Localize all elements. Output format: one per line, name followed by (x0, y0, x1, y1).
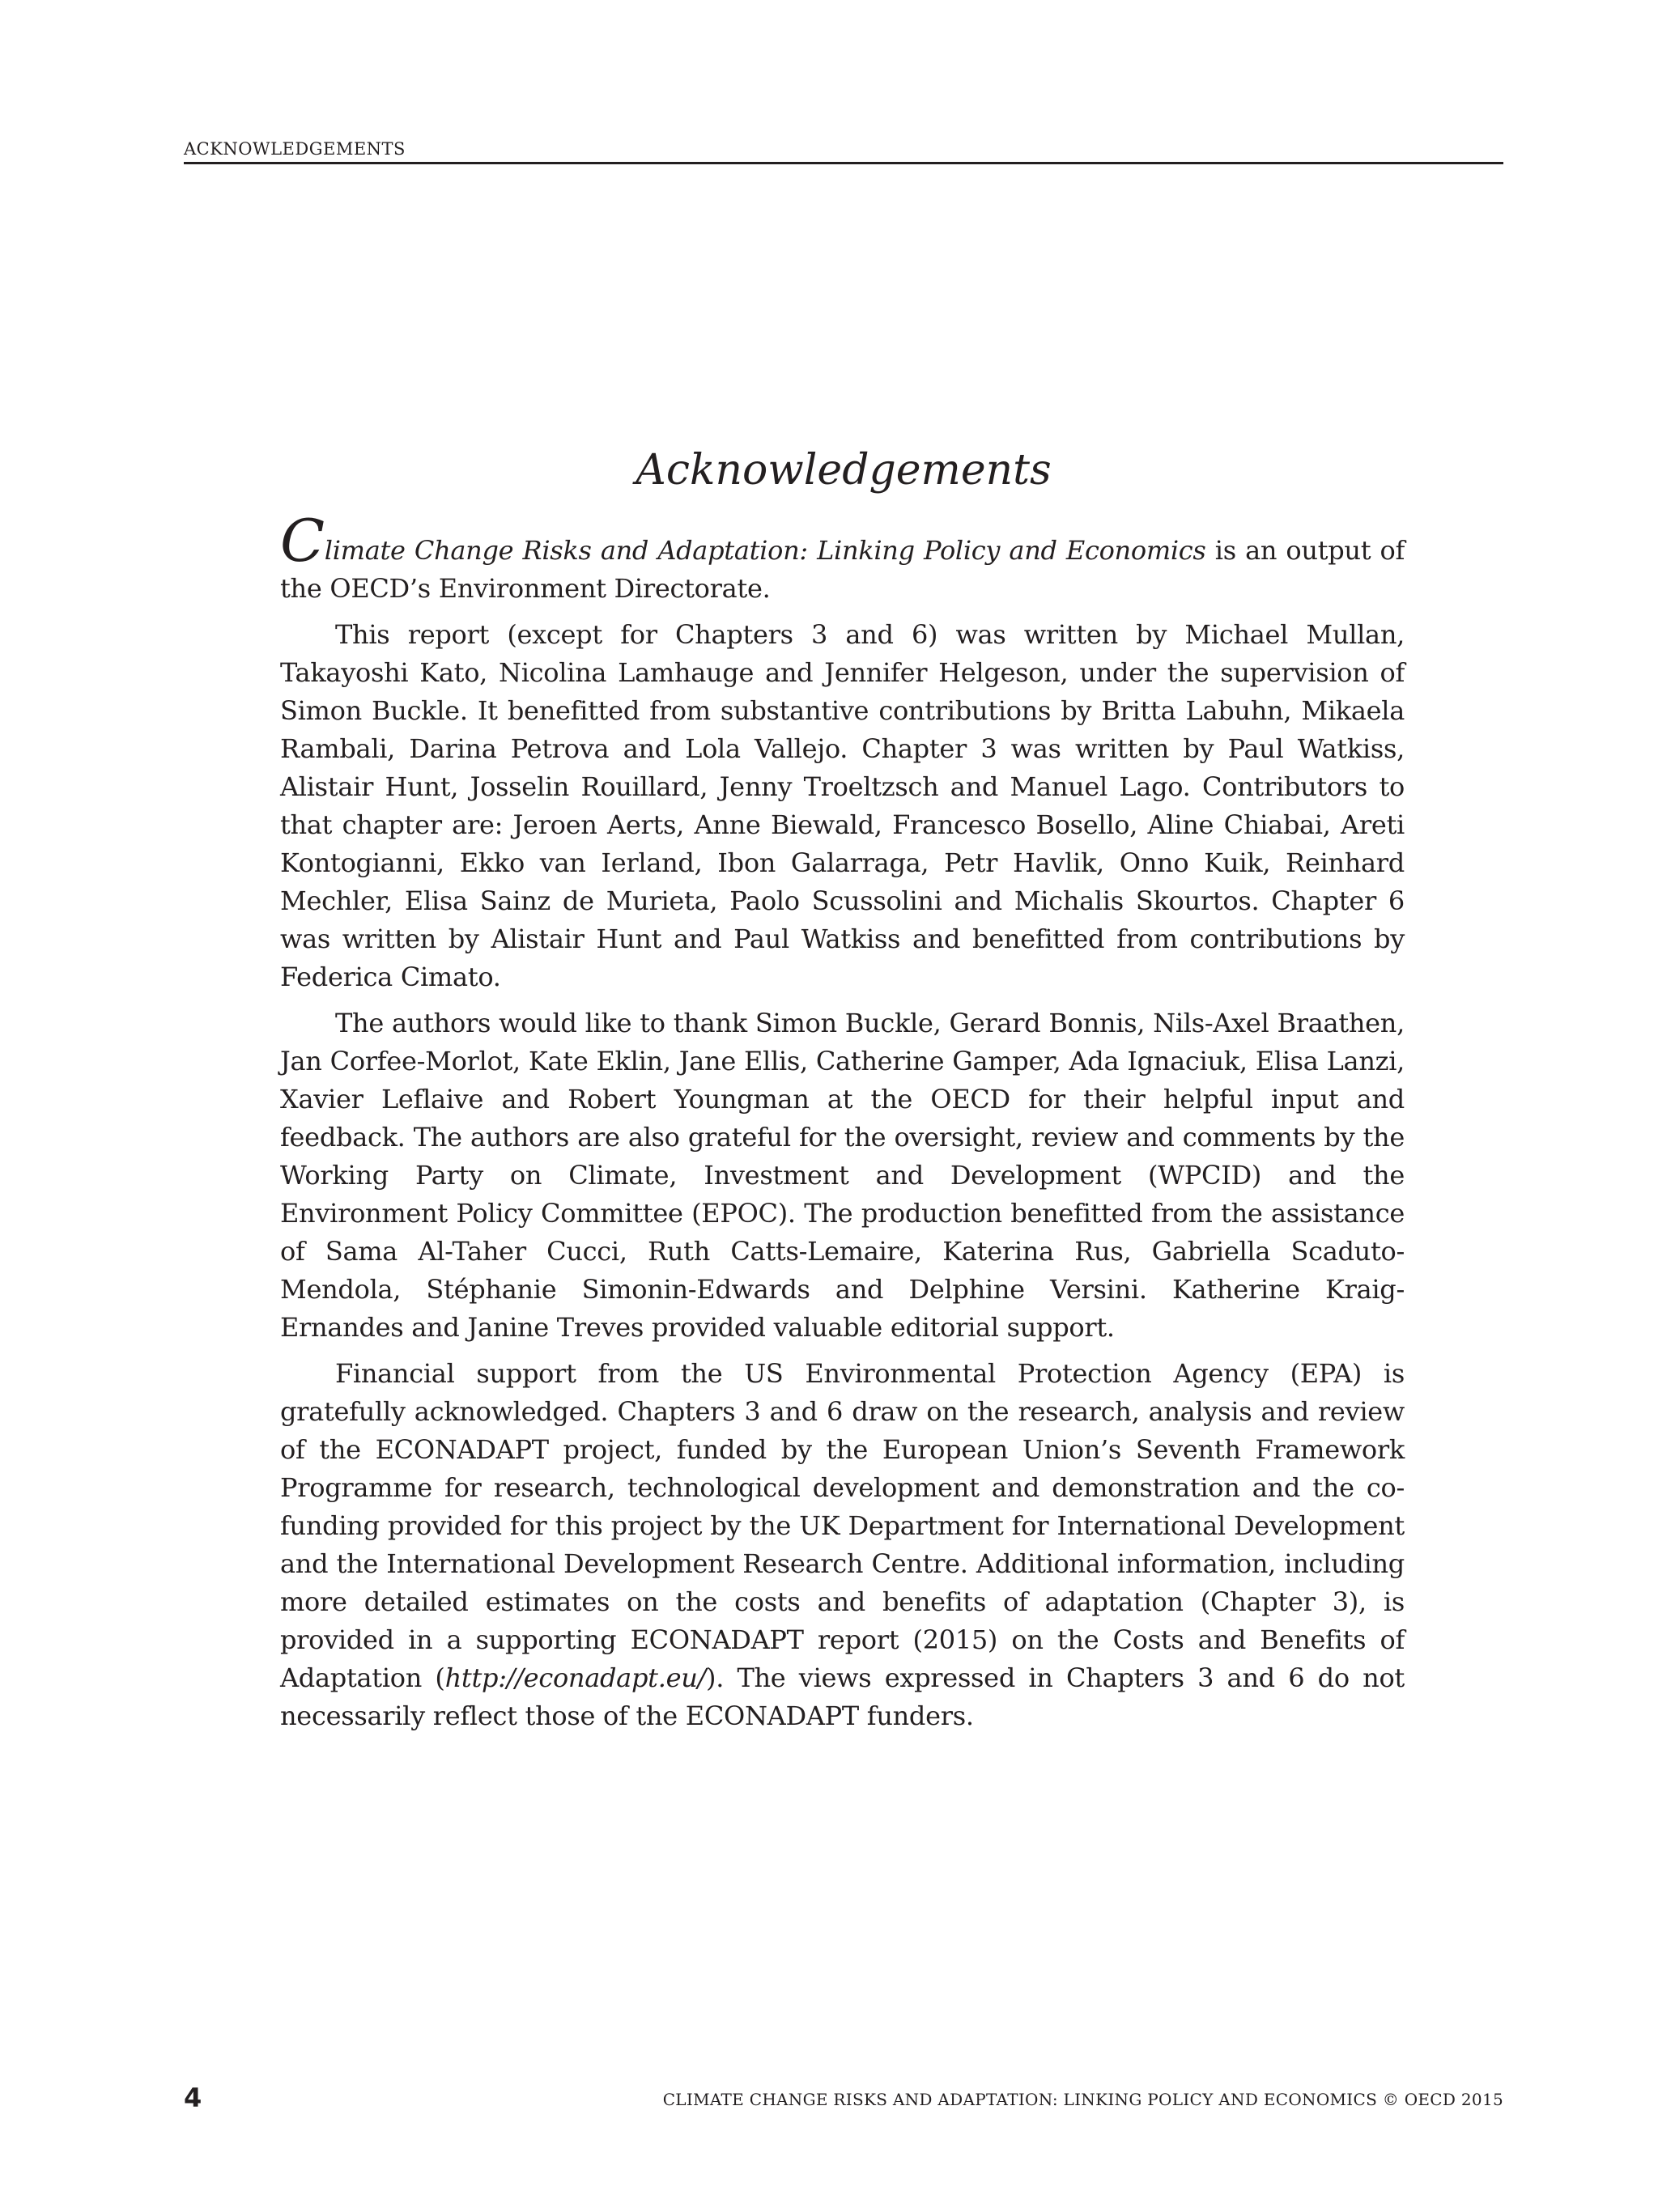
page-title: Acknowledgements (636, 446, 1052, 495)
paragraph-funding-text: Financial support from the US Environmental Protection Agency (EPA) is gratefully acknowledged. Chapters 3 and 6 draw on the research, analysis and review of the ECONADAPT project, funded by the European Union’s Seventh Framework Programme for research, technological development and demonstration and the co-funding provided for this project by the UK Department for International Development and the International Development Research Centre. Additional information, including more detailed estimates on the costs and benefits of adaptation (Chapter 3), is provided in a supporting ECONADAPT report (2015) on the Costs and Benefits of Adaptation ( (280, 1358, 1405, 1693)
page-number: 4 (184, 2083, 202, 2113)
running-header-title: ACKNOWLEDGEMENTS (184, 139, 406, 159)
paragraph-funding-end: ). The views expressed in Chapters 3 and 6 do not necessarily reflect those of the ECONADAPT funders. (280, 1662, 1405, 1731)
paragraph-funding (280, 1355, 1405, 1735)
paragraph-intro (280, 507, 1405, 608)
report-title-italic: limate Change Risks and Adaptation: Linking Policy and Economics (324, 535, 1206, 566)
running-header (184, 141, 1503, 164)
paragraph-authors: This report (except for Chapters 3 and 6) was written by Michael Mullan, Takayoshi Kato, Nicolina Lamhauge and Jennifer Helgeson, under the supervision of Simon Buckle. It benefitted from substantive contributions by Britta Labuhn, Mikaela Rambali, Darina Petrova and Lola Vallejo. Chapter 3 was written by Paul Watkiss, Alistair Hunt, Josselin Rouillard, Jenny Troeltzsch and Manuel Lago. Contributors to that chapter are: Jeroen Aerts, Anne Biewald, Francesco Bosello, Aline Chiabai, Areti Kontogianni, Ekko van Ierland, Ibon Galarraga, Petr Havlik, Onno Kuik, Reinhard Mechler, Elisa Sainz de Murieta, Paolo Scussolini and Michalis Skourtos. Chapter 6 was written by Alistair Hunt and Paul Watkiss and benefitted from contributions by Federica Cimato. (280, 619, 1405, 992)
econadapt-link[interactable]: http://econadapt.eu/ (444, 1662, 707, 1693)
footer-publication-title: CLIMATE CHANGE RISKS AND ADAPTATION: LINKING POLICY AND ECONOMICS © OECD 2015 (662, 2090, 1503, 2109)
drop-cap: C (280, 507, 325, 575)
paragraph-thanks: The authors would like to thank Simon Buckle, Gerard Bonnis, Nils-Axel Braathen, Jan Corfee-Morlot, Kate Eklin, Jane Ellis, Catherine Gamper, Ada Ignaciuk, Elisa Lanzi, Xavier Leflaive and Robert Youngman at the OECD for their helpful input and feedback. The authors are also grateful for the oversight, review and comments by the Working Party on Climate, Investment and Development (WPCID) and the Environment Policy Committee (EPOC). The production benefitted from the assistance of Sama Al-Taher Cucci, Ruth Catts-Lemaire, Katerina Rus, Gabriella Scaduto-Mendola, Stéphanie Simonin-Edwards and Delphine Versini. Katherine Kraig-Ernandes and Janine Treves provided valuable editorial support. (280, 1008, 1405, 1343)
body-text (280, 507, 1405, 1743)
page-footer (184, 2085, 1503, 2117)
paragraph-intro-text: is an output of the OECD’s Environment Directorate. (280, 535, 1405, 604)
